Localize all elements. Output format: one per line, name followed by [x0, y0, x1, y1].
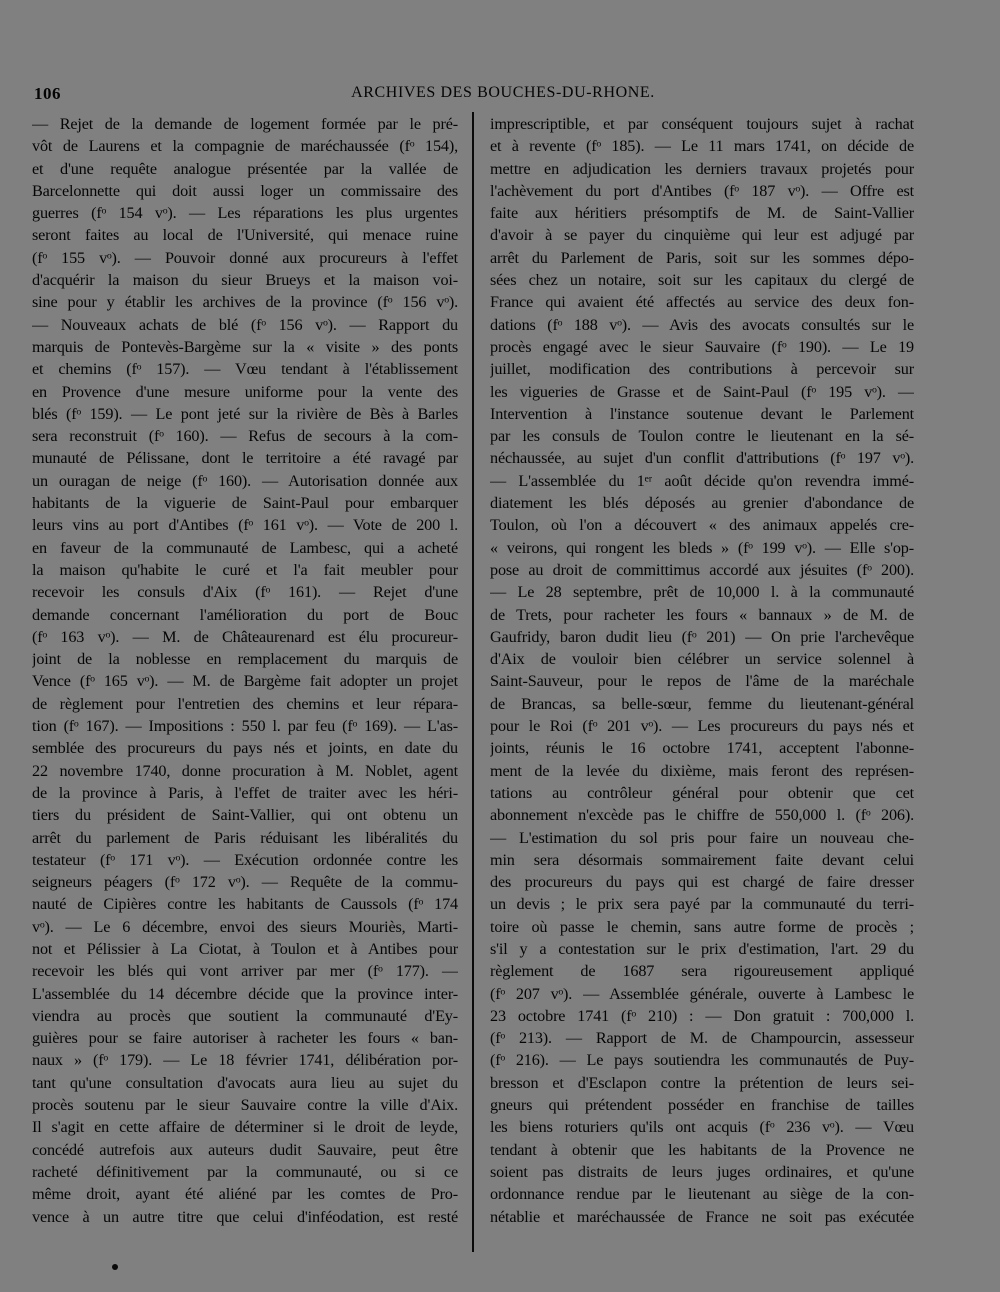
text-line: viendra au procès que soutient la communauté d'Ey- — [32, 1006, 458, 1025]
text-line: par les consuls de Toulon contre le lieutenant en la sé- — [490, 427, 914, 446]
text-line: guières pour se faire autoriser à racheter les fours « ban- — [32, 1029, 458, 1048]
text-line: 23 octobre 1741 (fᵒ 210) : — Don gratuit : 700,000 l. — [490, 1006, 914, 1025]
text-line: la maison qu'habite le curé et l'a fait meubler pour — [32, 560, 458, 579]
text-line: soient pas distraits de leurs juges ordinaires, et qu'une — [490, 1162, 914, 1181]
text-line: concédé autrefois aux auteurs dudit Sauvaire, peut être — [32, 1140, 458, 1159]
text-line: néchaussée, au sujet d'un conflit d'attributions (fᵒ 197 vᵒ). — [490, 449, 914, 468]
text-line: un devis ; le prix sera payé par la communauté du terri- — [490, 895, 914, 914]
text-line: tion (fᵒ 167). — Impositions : 550 l. par feu (fᵒ 169). — L'as- — [32, 717, 458, 736]
text-line: ment de la levée du dixième, mais feront des représen- — [490, 761, 914, 780]
text-line: Gaufridy, baron dudit lieu (fᵒ 201) — On prie l'archevêque — [490, 627, 914, 646]
text-line: munauté de Pélissane, dont le territoire a été ravagé par — [32, 449, 458, 468]
text-line: de règlement pour l'entretien des chemins et leur répara- — [32, 694, 458, 713]
text-line: (fᵒ 163 vᵒ). — M. de Châteaurenard est élu procureur- — [32, 627, 458, 646]
text-line: et d'une requête analogue présentée par la vallée de — [32, 159, 458, 178]
text-line: bresson et d'Esclapon contre la prétention de leurs sei- — [490, 1073, 914, 1092]
running-head-title: ARCHIVES DES BOUCHES-DU-RHONE. — [351, 84, 655, 101]
text-line: arrêt du parlement de Paris réduisant les libéralités du — [32, 828, 458, 847]
text-line: et chemins (fᵒ 157). — Vœu tendant à l'établissement — [32, 360, 458, 379]
text-line: pour le Roi (fᵒ 201 vᵒ). — Les procureurs du pays nés et — [490, 717, 914, 736]
text-line: mettre en adjudication les derniers travaux projetés pour — [490, 159, 914, 178]
text-line: ordonnance rendue par le lieutenant au siège de la con- — [490, 1185, 914, 1204]
text-line: Vence (fᵒ 165 vᵒ). — M. de Bargème fait adopter un projet — [32, 672, 458, 691]
text-line: et à revente (fᵒ 185). — Le 11 mars 1741, on décide de — [490, 137, 914, 156]
text-line: min sera désormais sommairement faite devant celui — [490, 850, 914, 869]
text-line: même droit, ayant été aliéné par les comtes de Pro- — [32, 1185, 458, 1204]
text-line: — Nouveaux achats de blé (fᵒ 156 vᵒ). — Rapport du — [32, 315, 458, 334]
text-line: demande concernant l'amélioration du port de Bouc — [32, 605, 458, 624]
text-line: L'assemblée du 14 décembre décide que la province inter- — [32, 984, 458, 1003]
text-line: Toulon, où l'on a découvert « des animaux appelés cre- — [490, 516, 914, 535]
text-line: procès soutenu par le sieur Sauvaire contre la ville d'Aix. — [32, 1096, 458, 1115]
text-line: d'avoir à se payer du cinquième qui leur est adjugé par — [490, 226, 914, 245]
text-line: nétablie et maréchaussée de France ne soit pas exécutée — [490, 1207, 914, 1226]
text-line: en faveur de la communauté de Lambesc, qui a acheté — [32, 538, 458, 557]
text-line: 22 novembre 1740, donne procuration à M. Noblet, agent — [32, 761, 458, 780]
text-line: pose au droit de committimus accordé aux jésuites (fᵒ 200). — [490, 560, 914, 579]
text-line: seront faites au local de l'Université, qui menace ruine — [32, 226, 458, 245]
text-line: vence à un autre titre que celui d'inféodation, est resté — [32, 1207, 458, 1226]
ink-speck — [112, 1264, 118, 1270]
text-line: « veirons, qui rongent les bleds » (fᵒ 199 vᵒ). — Elle s'op- — [490, 538, 914, 557]
text-line: sera reconstruit (fᵒ 160). — Refus de secours à la com- — [32, 427, 458, 446]
text-line: vᵒ). — Le 6 décembre, envoi des sieurs Mouriès, Marti- — [32, 917, 458, 936]
text-line: leurs vins au port d'Antibes (fᵒ 161 vᵒ). — Vote de 200 l. — [32, 516, 458, 535]
text-line: Intervention à l'instance soutenue devant le Parlement — [490, 404, 914, 423]
column-rule — [472, 112, 474, 1252]
text-line: marquis de Pontevès-Bargème sur la « visite » des ponts — [32, 337, 458, 356]
text-line: racheté définitivement par la communauté, ou si ce — [32, 1162, 458, 1181]
text-line: des procureurs du pays qui est chargé de faire dresser — [490, 873, 914, 892]
text-line: Saint-Sauveur, pour le repos de l'âme de la maréchale — [490, 672, 914, 691]
text-line: not et Pélissier à La Ciotat, à Toulon et à Antibes pour — [32, 939, 458, 958]
text-line: (fᵒ 155 vᵒ). — Pouvoir donné aux procureurs à l'effet — [32, 248, 458, 267]
text-line: de la province à Paris, à l'effet de traiter avec les héri- — [32, 783, 458, 802]
text-line: gneurs qui prétendent posséder en franchise de tailles — [490, 1096, 914, 1115]
text-line: testateur (fᵒ 171 vᵒ). — Exécution ordonnée contre les — [32, 850, 458, 869]
text-line: tant qu'une consultation d'avocats aura lieu au sujet du — [32, 1073, 458, 1092]
text-line: joint de la noblesse en remplacement du marquis de — [32, 650, 458, 669]
text-line: arrêt du Parlement de Paris, soit sur les sommes dépo- — [490, 248, 914, 267]
text-line: Barcelonnette qui doit aussi loger un commissaire des — [32, 181, 458, 200]
text-line: de Brancas, sa belle-sœur, femme du lieutenant-général — [490, 694, 914, 713]
right-text-column — [490, 113, 914, 1228]
text-line: vôt de Laurens et la compagnie de maréchaussée (fᵒ 154), — [32, 137, 458, 156]
text-line: règlement de 1687 sera rigoureusement appliqué — [490, 962, 914, 981]
text-line: (fᵒ 213). — Rapport de M. de Champourcin, assesseur — [490, 1029, 914, 1048]
text-line: — Rejet de la demande de logement formée par le pré- — [32, 115, 458, 133]
text-line: de Trets, pour racheter les fours « bannaux » de M. de — [490, 605, 914, 624]
text-line: procès engagé avec le sieur Sauvaire (fᵒ 190). — Le 19 — [490, 337, 914, 356]
text-line: tations au contrôleur général pour obtenir que cet — [490, 783, 914, 802]
text-line: les vigueries de Grasse et de Saint-Paul (fᵒ 195 vᵒ). — — [490, 382, 914, 401]
text-line: d'Aix de vouloir bien célébrer un service solennel à — [490, 650, 914, 669]
text-line: recevoir les consuls d'Aix (fᵒ 161). — Rejet d'une — [32, 583, 458, 602]
text-line: l'achèvement du port d'Antibes (fᵒ 187 vᵒ). — Offre est — [490, 181, 914, 200]
text-line: en Provence d'une mesure uniforme pour la vente des — [32, 382, 458, 401]
text-line: — L'estimation du sol pris pour faire un nouveau che- — [490, 828, 914, 847]
text-line: — Le 28 septembre, prêt de 10,000 l. à la communauté — [490, 583, 914, 602]
text-line: abonnement n'excède pas le chiffre de 550,000 l. (fᵒ 206). — [490, 806, 914, 825]
text-line: (fᵒ 207 vᵒ). — Assemblée générale, ouverte à Lambesc le — [490, 984, 914, 1003]
text-line: sées chez un notaire, soit sur les capitaux du clergé de — [490, 271, 914, 290]
text-line: nauté de Cipières contre les habitants de Caussols (fᵒ 174 — [32, 895, 458, 914]
text-line: toire où passe le chemin, sans autre forme de procès ; — [490, 917, 914, 936]
text-line: dations (fᵒ 188 vᵒ). — Avis des avocats consultés sur le — [490, 315, 914, 334]
text-line: tiers du président de Saint-Vallier, qui ont obtenu un — [32, 806, 458, 825]
text-line: d'acquérir la maison du sieur Brueys et la maison voi- — [32, 271, 458, 290]
text-line: — L'assemblée du 1ᵉʳ août décide qu'on revendra immé- — [490, 471, 914, 490]
text-line: naux » (fᵒ 179). — Le 18 février 1741, délibération por- — [32, 1051, 458, 1070]
text-line: semblée des procureurs du pays nés et joints, en date du — [32, 739, 458, 758]
text-line: joints, réunis le 16 octobre 1741, acceptent l'abonne- — [490, 739, 914, 758]
text-line: France qui avaient été affectés au service des deux fon- — [490, 293, 914, 312]
text-line: habitants de la viguerie de Saint-Paul pour embarquer — [32, 494, 458, 513]
text-line: guerres (fᵒ 154 vᵒ). — Les réparations les plus urgentes — [32, 204, 458, 223]
text-line: sine pour y établir les archives de la province (fᵒ 156 vᵒ). — [32, 293, 458, 312]
page-number: 106 — [34, 84, 61, 103]
text-line: diatement les blés déposés au grenier d'abondance de — [490, 494, 914, 513]
text-line: un ouragan de neige (fᵒ 160). — Autorisation donnée aux — [32, 471, 458, 490]
text-line: imprescriptible, et par conséquent toujours sujet à rachat — [490, 115, 914, 133]
left-text-column — [32, 113, 458, 1228]
text-line: Il s'agit en cette affaire de déterminer si le droit de leyde, — [32, 1118, 458, 1137]
text-line: juillet, modification des contributions à percevoir sur — [490, 360, 914, 379]
text-line: seigneurs péagers (fᵒ 172 vᵒ). — Requête de la commu- — [32, 873, 458, 892]
text-line: recevoir les blés qui vont arriver par mer (fᵒ 177). — — [32, 962, 458, 981]
text-line: faite aux héritiers présomptifs de M. de Saint-Vallier — [490, 204, 914, 223]
text-line: s'il y a contestation sur le prix d'estimation, l'art. 29 du — [490, 939, 914, 958]
text-line: blés (fᵒ 159). — Le pont jeté sur la rivière de Bès à Barles — [32, 404, 458, 423]
text-line: (fᵒ 216). — Le pays soutiendra les communautés de Puy- — [490, 1051, 914, 1070]
text-line: les biens roturiers qu'ils ont acquis (fᵒ 236 vᵒ). — Vœu — [490, 1118, 914, 1137]
text-line: tendant à obtenir que les habitants de la Provence ne — [490, 1140, 914, 1159]
